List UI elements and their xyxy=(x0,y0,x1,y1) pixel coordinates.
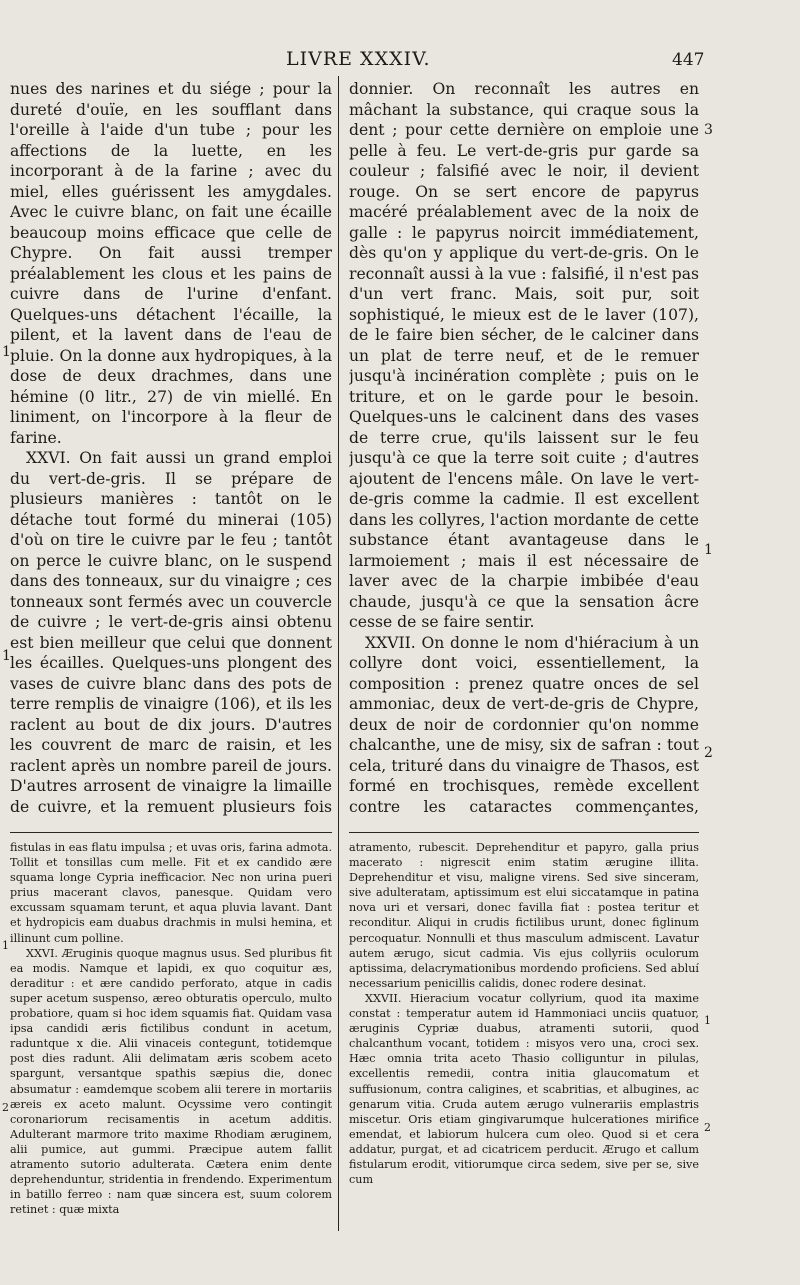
margin-section-number: 1 xyxy=(2,344,11,360)
latin-text-left-column xyxy=(10,840,332,1230)
running-header xyxy=(0,48,800,78)
margin-section-number: 1 xyxy=(2,648,11,664)
margin-section-number: 3 xyxy=(704,122,713,138)
latin-paragraph: atramento, rubescit. Deprehenditur et papyro, galla prius macerato : nigrescit enim statim ærugine illita. Deprehenditur et visu, maligne virens. Sed sive sinceram, sive adulteratam, aptissimum est elui siccatamque in patina nova uri et versari, donec favilla fiat : postea teritur et reconditur. Aliqui in crudis fictilibus urunt, donec figlinum percoquatur. Nonnulli et thus masculum admiscent. Lavatur autem ærugo, sicut cadmia. Vis ejus collyriis oculorum aptissima, delacrymationibus mordendo proficiens. Sed abluí necessarium penicillis calidis, donec rodere desinat. xyxy=(349,841,699,990)
latin-paragraph: fistulas in eas flatu impulsa ; et uvas oris, farina admota. Tollit et tonsillas cum melle. Fit et ex candido ære squama longe Cypria inefficacior. Nec non urina pueri prius macerant clavos, panesque. Quidam vero excussam squamam terunt, et aqua pluvia lavant. Dant et hydropicis eam duabus drachmis in mulsi hemina, et illinunt cum polline. xyxy=(10,841,332,945)
section-rule xyxy=(10,832,332,833)
page-number: 447 xyxy=(672,50,705,70)
french-text-right-column xyxy=(349,79,699,819)
margin-section-number: 2 xyxy=(704,1121,711,1134)
section-rule xyxy=(349,832,699,833)
french-text-left-column xyxy=(10,79,332,819)
latin-text-right-column xyxy=(349,840,699,1230)
column-divider xyxy=(338,76,339,1231)
latin-paragraph-chapter-xxvii: XXVII. Hieracium vocatur collyrium, quod ita maxime constat : temperatur autem id Hammoniaci unciis quatuor, æruginis Cypriæ duabus, atramenti sutorii, quod chalcanthum vocant, totidem : misyos vero una, croci sex. Hæc omnia trita aceto Thasio colliguntur in pilulas, excellentis remedii, contra initia glaucomatum et suffusionum, contra caligines, et scabritias, et albugines, ac genarum vitia. Cruda autem ærugo vulnerariis emplastris miscetur. Oris etiam gingivarumque hulcerationes mirifice emendat, et labiorum hulcera cum oleo. Quod si et cera addatur, purgat, et ad cicatricem perducit. Ærugo et callum fistularum erodit, vitiorumque circa sedem, sive per se, sive cum xyxy=(349,991,699,1187)
margin-section-number: 1 xyxy=(704,542,713,558)
latin-paragraph-chapter-xxvi: XXVI. Æruginis quoque magnus usus. Sed pluribus fit ea modis. Namque et lapidi, ex quo coquitur æs, deraditur : et ære candido perforato, atque in cadis super acetum suspenso, æreo obturatis operculo, multo probatiore, quam si hoc idem squamis fiat. Quidam vasa ipsa candidi æris fictilibus condunt in acetum, raduntque x die. Alii vinaceis contegunt, totidemque post dies radunt. Alii delimatam æris scobem aceto spargunt, versantque spathis sæpius die, donec absumatur : eamdemque scobem alii terere in mortariis æreis ex aceto malunt. Ocyssime vero contingit coronariorum recisamentis in acetum additis. Adulterant marmore trito maxime Rhodiam æruginem, alii pumice, aut gummi. Præcipue autem fallit atramento sutorio adulterata. Cætera enim dente deprehenduntur, stridentia in frendendo. Experimentum in batillo ferreo : nam quæ sincera est, suum colorem retinet : quæ mixta xyxy=(10,946,332,1217)
book-title: LIVRE XXXIV. xyxy=(286,48,431,70)
french-paragraph-chapter-xxvi: XXVI. On fait aussi un grand emploi du vert-de-gris. Il se prépare de plusieurs manières : tantôt on le détache tout formé du minerai (105) d'où on tire le cuivre par le feu ; tantôt on perce le cuivre blanc, on le suspend dans des tonneaux, sur du vinaigre ; ces tonneaux sont fermés avec un couvercle de cuivre ; le vert-de-gris ainsi obtenu est bien meilleur que celui que donnent les écailles. Quelques-uns plongent des vases de cuivre blanc dans des pots de terre remplis de vinaigre (106), et ils les raclent au bout de dix jours. D'autres les couvrent de marc de raisin, et les raclent après un nombre pareil de jours. D'autres arrosent de vinaigre la limaille de cuivre, et la remuent plusieurs fois xyxy=(10,449,332,816)
french-paragraph: nues des narines et du siége ; pour la dureté d'ouïe, en les soufflant dans l'oreille à l'aide d'un tube ; pour les affections de la luette, en les incorporant à de la farine ; avec du miel, elles guérissent les amygdales. Avec le cuivre blanc, on fait une écaille beaucoup moins efficace que celle de Chypre. On fait aussi tremper préalablement les clous et les pains de cuivre dans de l'urine d'enfant. Quelques-uns détachent l'écaille, la pilent, et la lavent dans de l'eau de pluie. On la donne aux hydropiques, à la dose de deux drachmes, dans une hémine (0 litr., 27) de vin miellé. En liniment, on l'incorpore à la fleur de farine. xyxy=(10,80,332,447)
margin-section-number: 1 xyxy=(2,939,9,952)
margin-section-number: 1 xyxy=(704,1014,711,1027)
margin-section-number: 2 xyxy=(704,745,713,761)
margin-section-number: 2 xyxy=(2,1101,9,1114)
french-paragraph: donnier. On reconnaît les autres en mâchant la substance, qui craque sous la dent ; pour cette dernière on emploie une pelle à feu. Le vert-de-gris pur garde sa couleur ; falsifié avec le noir, il devient rouge. On se sert encore de papyrus macéré préalablement avec de la noix de galle : le papyrus noircit immédiatement, dès qu'on y applique du vert-de-gris. On le reconnaît aussi à la vue : falsifié, il n'est pas d'un vert franc. Mais, soit pur, soit sophistiqué, le mieux est de le laver (107), de le faire bien sécher, de le calciner dans un plat de terre neuf, et de le remuer jusqu'à incinération complète ; puis on le triture, et on le garde pour le besoin. Quelques-uns le calcinent dans des vases de terre crue, qu'ils laissent sur le feu jusqu'à ce que la terre soit cuite ; d'autres ajoutent de l'encens mâle. On lave le vert-de-gris comme la cadmie. Il est excellent dans les collyres, l'action mordante de cette substance étant avantageuse dans le larmoiement ; mais il est nécessaire de laver avec de la charpie imbibée d'eau chaude, jusqu'à ce que la sensation âcre cesse de se faire sentir. xyxy=(349,80,699,631)
french-paragraph-chapter-xxvii: XXVII. On donne le nom d'hiéracium à un collyre dont voici, essentiellement, la composition : prenez quatre onces de sel ammoniac, deux de vert-de-gris de Chypre, deux de noir de cordonnier qu'on nomme chalcanthe, une de misy, six de safran : tout cela, trituré dans du vinaigre de Thasos, est formé en trochisques, remède excellent contre les cataractes commençantes, xyxy=(349,633,699,816)
